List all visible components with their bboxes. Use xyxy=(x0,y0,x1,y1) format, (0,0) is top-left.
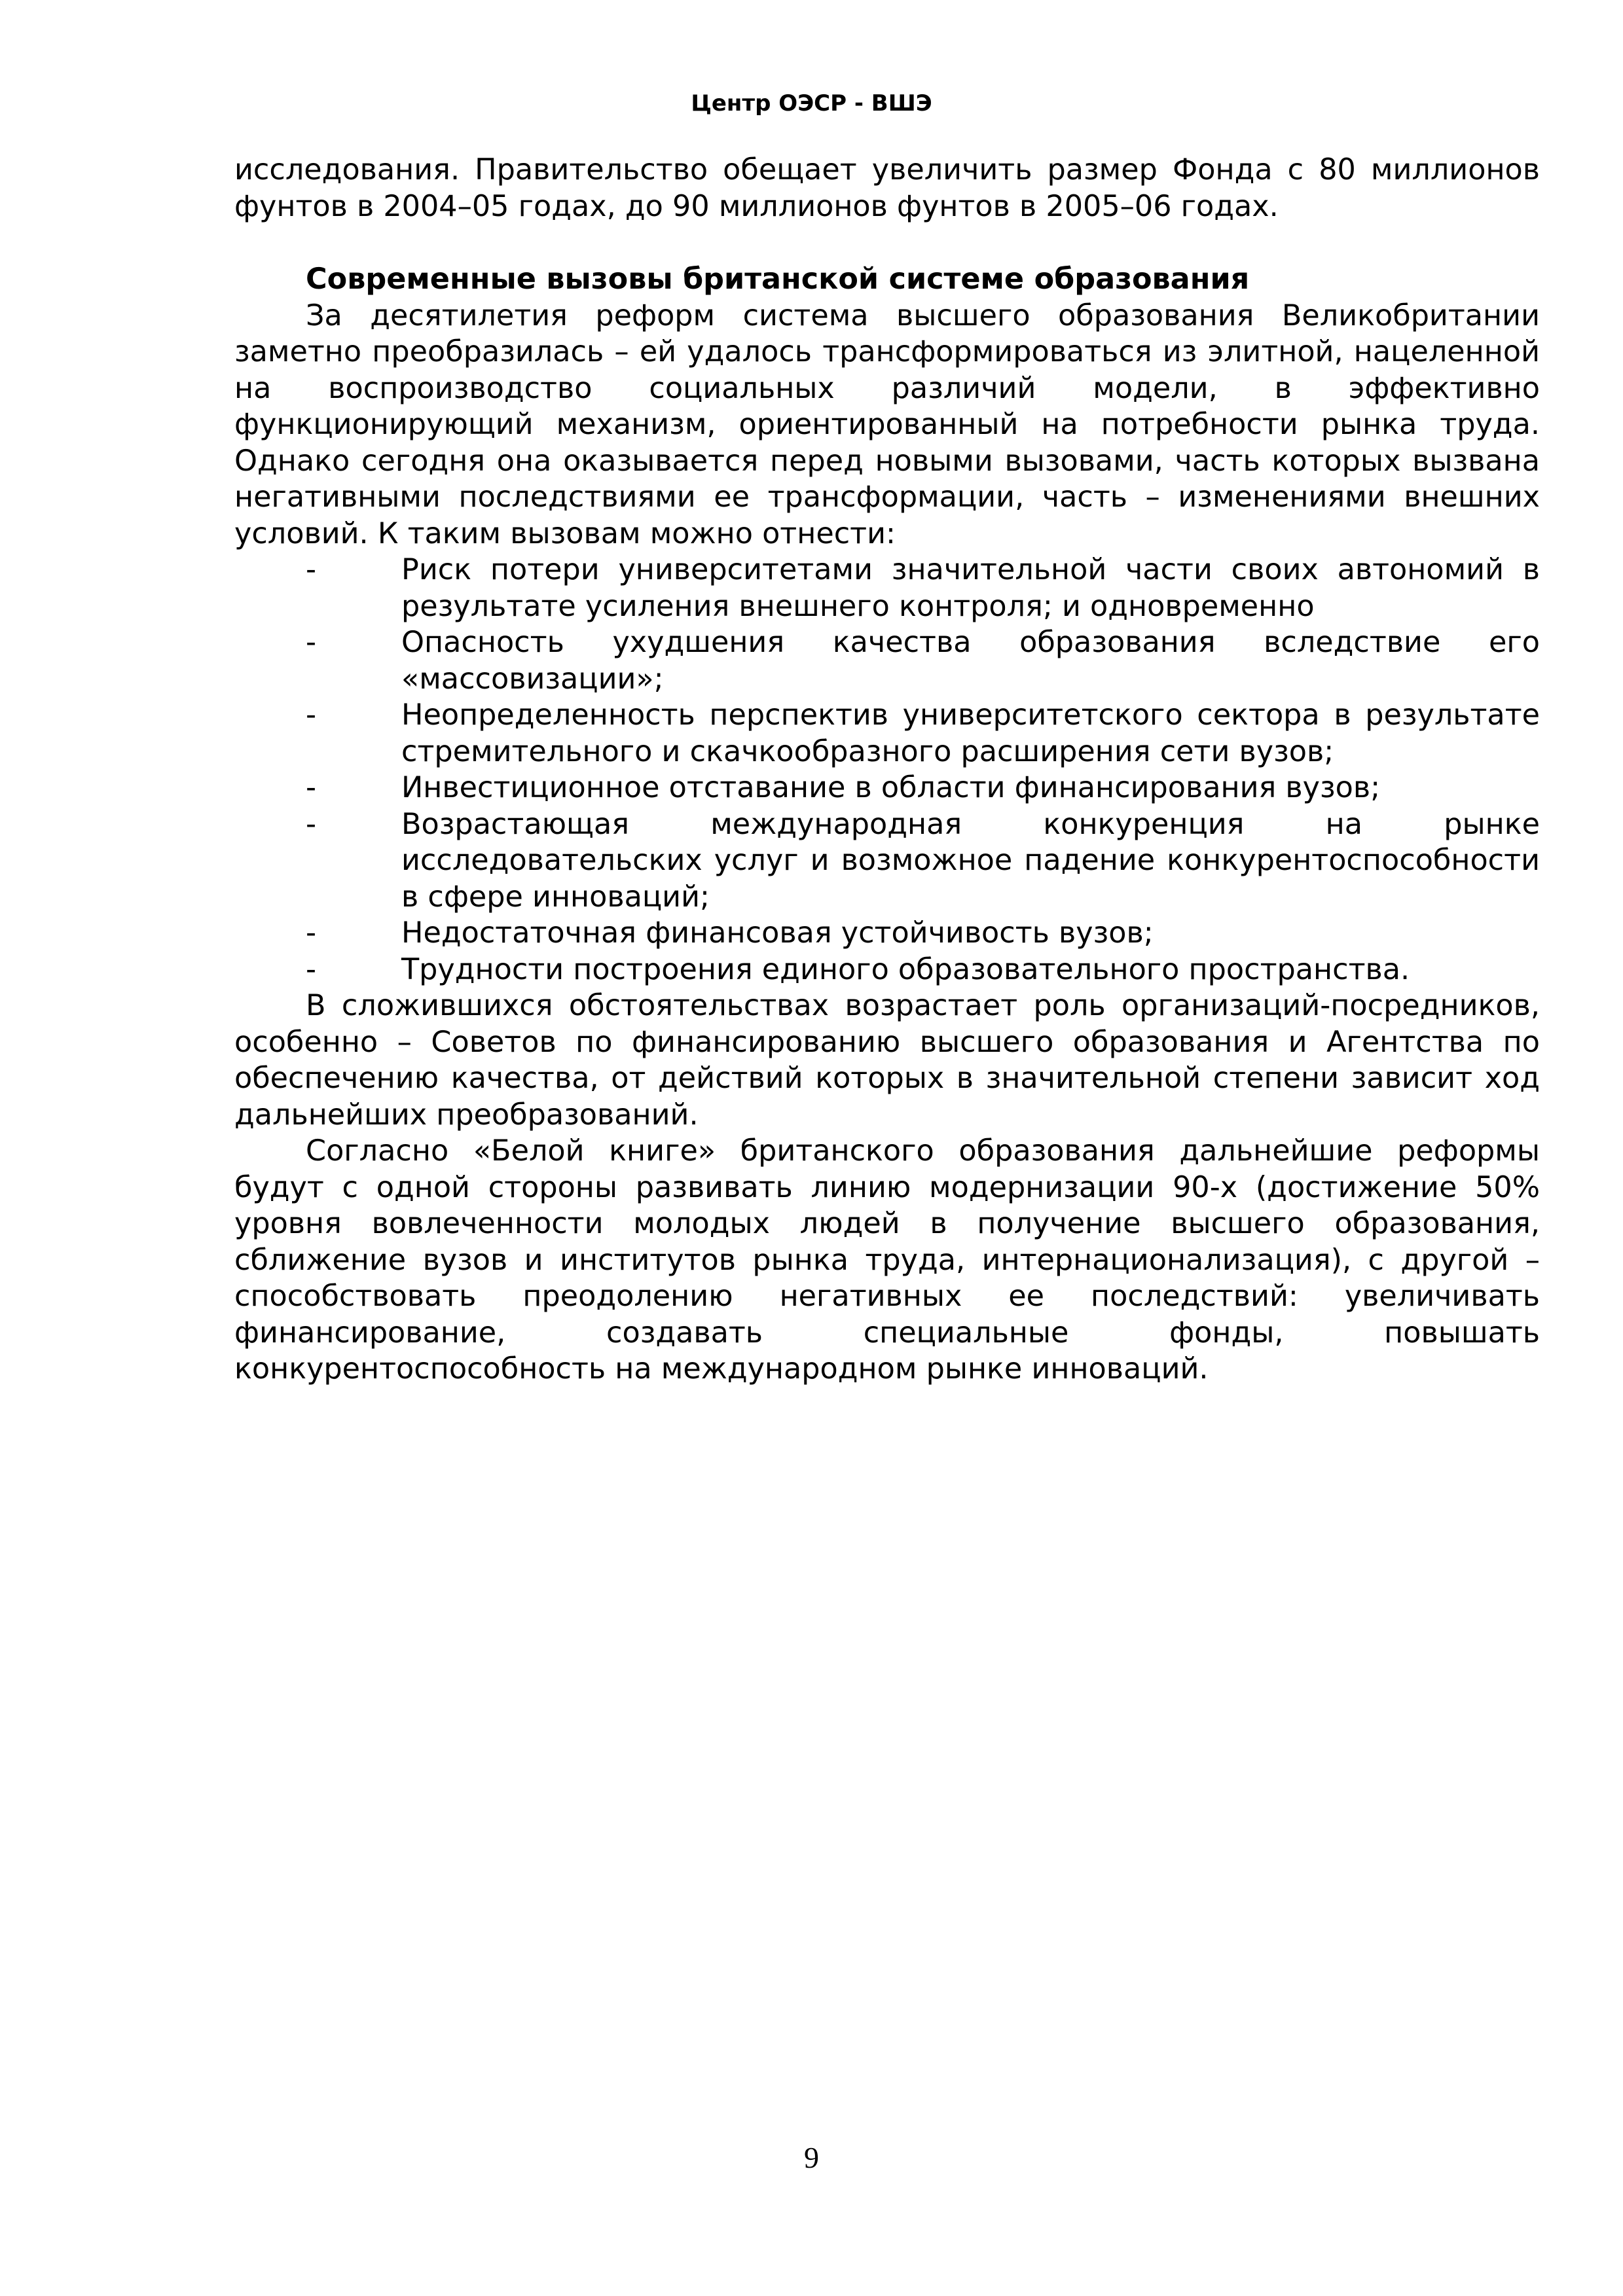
paragraph-challenges-intro: За десятилетия реформ система высшего образования Великобритании заметно преобразилась – ей удалось трансформироваться из элитной, нацеленной на воспроизводство социальных различий модели, в эффективно функционирующий механизм, ориентированный на потребности рынка труда. Однако сегодня она оказывается перед новыми вызовами, часть которых вызвана негативными последствиями ее трансформации, часть – изменениями внешних условий. К таким вызовам можно отнести: xyxy=(234,298,1540,550)
list-item-text: Недостаточная финансовая устойчивость вузов; xyxy=(401,916,1154,950)
page-content xyxy=(234,152,1540,1388)
challenges-list xyxy=(234,552,1540,988)
list-item-text: Риск потери университетами значительной части своих автономий в результате усиления внешнего контроля; и одновременно xyxy=(401,553,1540,623)
list-bullet: - xyxy=(306,916,317,950)
list-bullet: - xyxy=(306,698,317,732)
list-item xyxy=(234,552,1540,624)
list-item xyxy=(234,624,1540,697)
list-item xyxy=(234,806,1540,916)
list-item xyxy=(234,915,1540,952)
list-item xyxy=(234,952,1540,988)
list-bullet: - xyxy=(306,626,317,659)
list-bullet: - xyxy=(306,952,317,986)
list-item-text: Возрастающая международная конкуренция на рынке исследовательских услуг и возможное падение конкурентоспособности в сфере инноваций; xyxy=(401,807,1540,914)
list-bullet: - xyxy=(306,771,317,804)
list-item-text: Опасность ухудшения качества образования вследствие его «массовизации»; xyxy=(401,626,1540,696)
page-number: 9 xyxy=(804,2141,819,2174)
list-bullet: - xyxy=(306,553,317,586)
list-item-text: Инвестиционное отставание в области финансирования вузов; xyxy=(401,771,1381,804)
list-item-text: Трудности построения единого образовательного пространства. xyxy=(401,952,1410,986)
intro-paragraph: исследования. Правительство обещает увеличить размер Фонда с 80 миллионов фунтов в 2004–05 годах, до 90 миллионов фунтов в 2005–06 годах. xyxy=(234,153,1540,223)
running-header: Центр ОЭСР - ВШЭ xyxy=(691,90,932,117)
list-bullet: - xyxy=(306,807,317,841)
list-item xyxy=(234,697,1540,770)
list-item-text: Неопределенность перспектив университетского сектора в результате стремительного и скачкообразного расширения сети вузов; xyxy=(401,698,1540,768)
list-item xyxy=(234,770,1540,806)
paragraph-intermediaries: В сложившихся обстоятельствах возрастает роль организаций-посредников, особенно – Советов по финансированию высшего образования и Агентства по обеспечению качества, от действий которых в значительной степени зависит ход дальнейших преобразований. xyxy=(234,989,1540,1132)
paragraph-white-paper: Согласно «Белой книге» британского образования дальнейшие реформы будут с одной стороны развивать линию модернизации 90-х (достижение 50% уровня вовлеченности молодых людей в получение высшего образования, сближение вузов и институтов рынка труда, интернационализация), с другой – способствовать преодолению негативных ее последствий: увеличивать финансирование, создавать специальные фонды, повышать конкурентоспособность на международном рынке инноваций. xyxy=(234,1134,1540,1386)
section-heading: Современные вызовы британской системе образования xyxy=(306,262,1250,296)
